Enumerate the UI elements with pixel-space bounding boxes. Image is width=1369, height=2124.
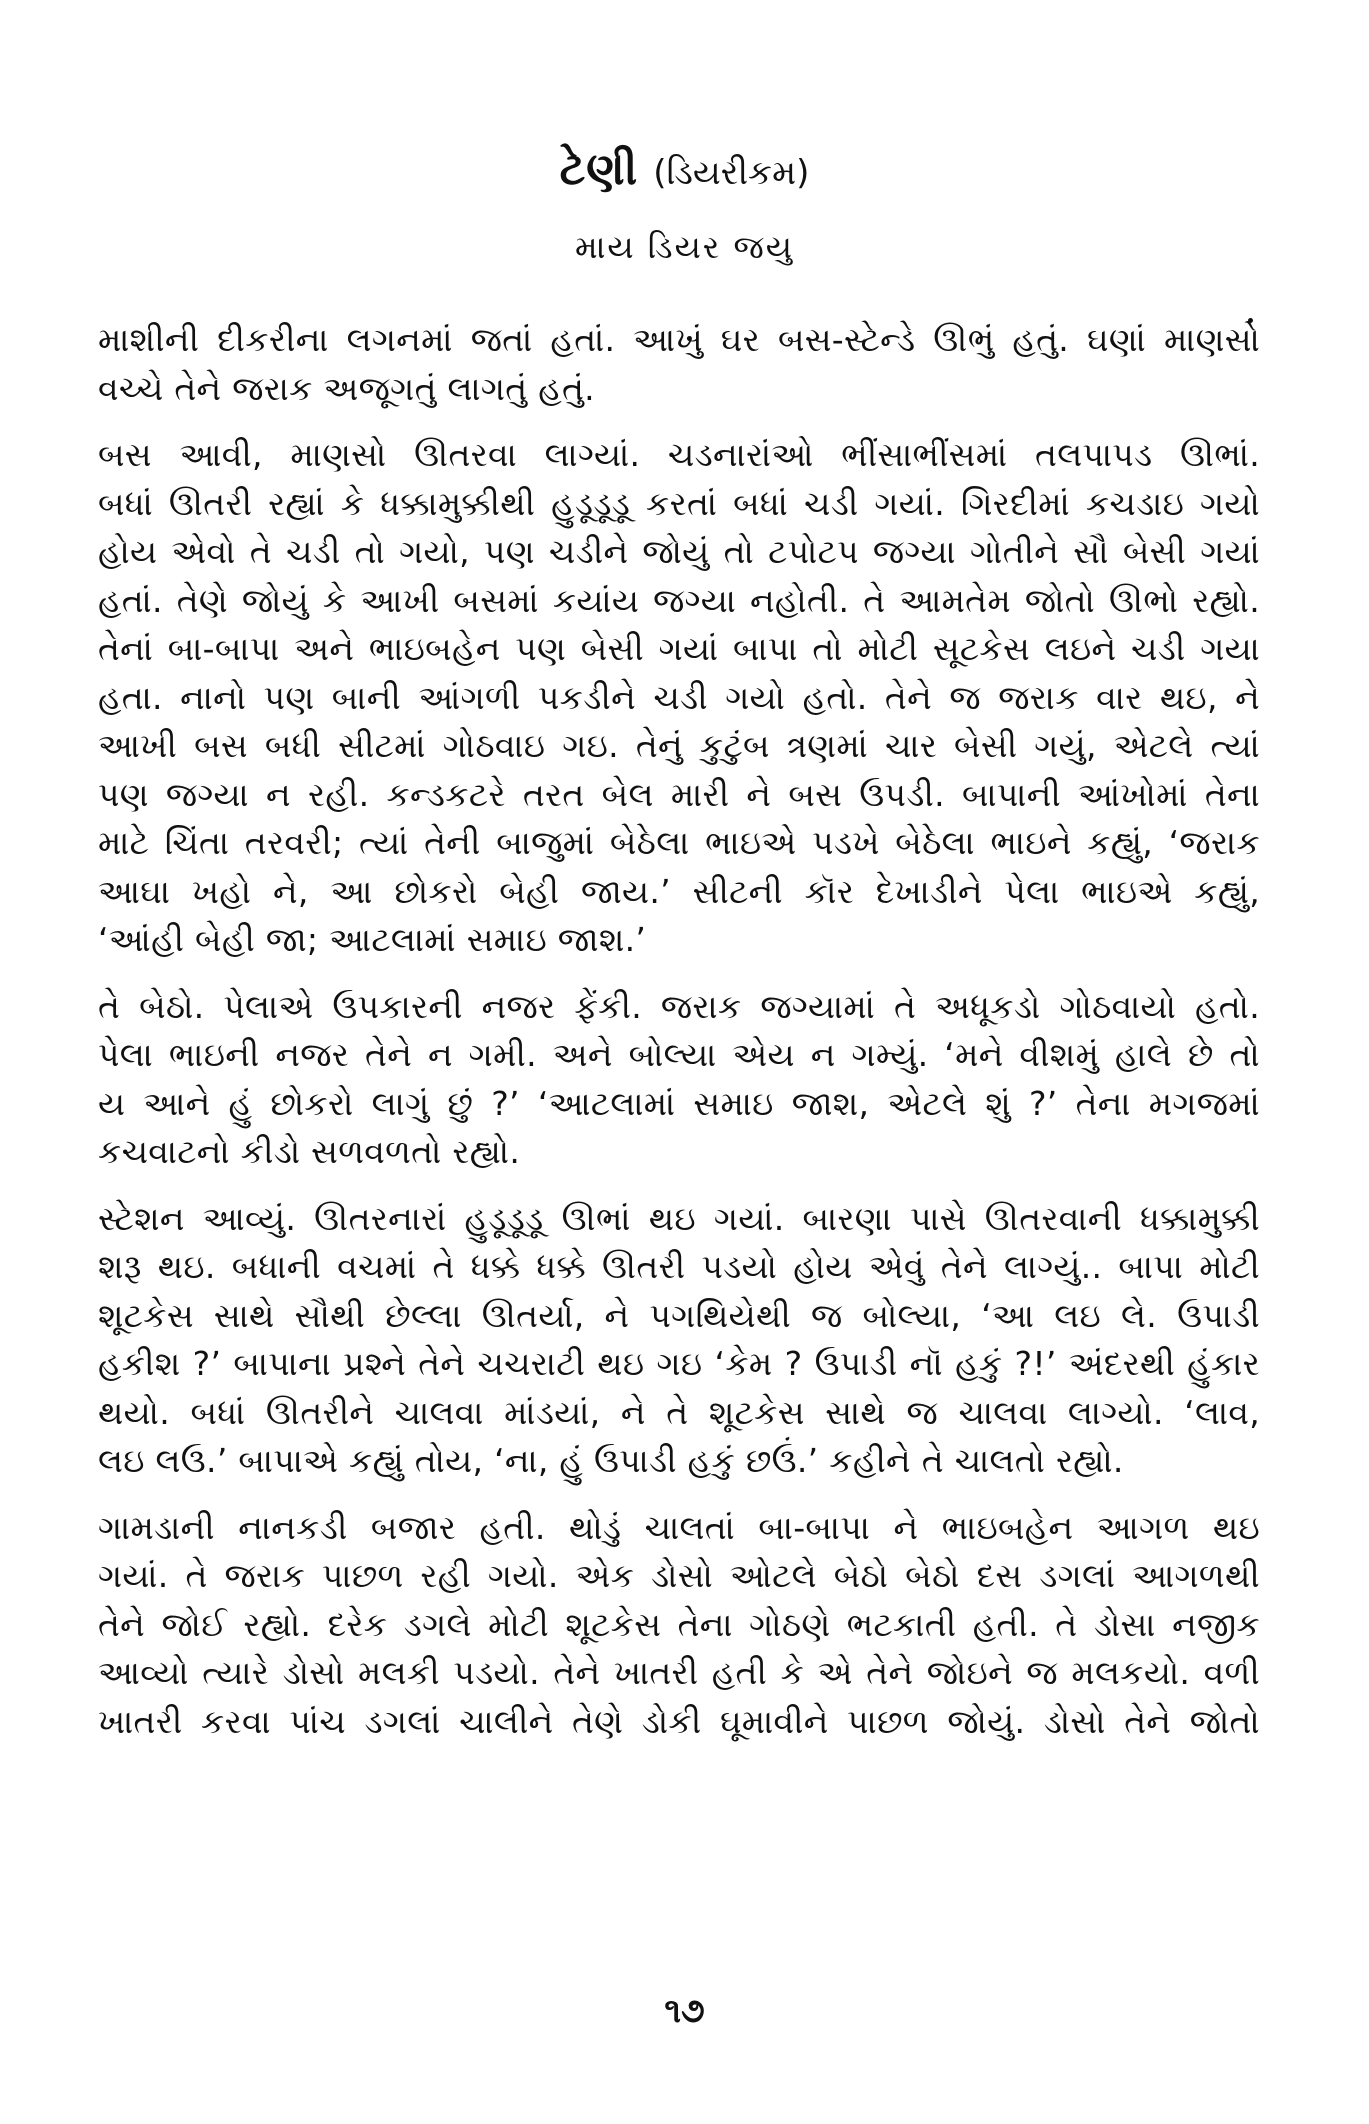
story-title-main: ટેણી <box>559 144 639 195</box>
author-name: માય ડિયર જયુ <box>574 228 795 266</box>
text-line: વચ્ચે તેને જરાક અજૂગતું લાગતું હતું. <box>98 368 595 408</box>
text-line: હતાં. તેણે જોયું કે આખી બસમાં કયાંય જગ્યા નહોતી. તે આમતેમ જોતો ઊભો રહ્યો. <box>98 580 1260 620</box>
text-line: શૂટકેસ સાથે સૌથી છેલ્લા ઊતર્યા, ને પગથિયેથી જ બોલ્યા, ‘આ લઇ લે. ઉપાડી <box>98 1295 1260 1335</box>
text-line: પણ જગ્યા ન રહી. કન્ડકટરે તરત બેલ મારી ને બસ ઉપડી. બાપાની આંખોમાં તેના <box>98 774 1260 814</box>
paragraph <box>98 316 1260 413</box>
story-title <box>0 142 1369 207</box>
paragraph <box>98 431 1260 965</box>
story-title-subtitle: (ડિયરીકમ) <box>653 153 810 193</box>
story-body <box>98 316 1260 1764</box>
text-line: થયો. બધાં ઊતરીને ચાલવા માંડયાં, ને તે શૂટકેસ સાથે જ ચાલવા લાગ્યો. ‘લાવ, <box>98 1392 1260 1432</box>
text-line: ય આને હું છોકરો લાગું છું ?’ ‘આટલામાં સમાઇ જાશ, એટલે શું ?’ તેના મગજમાં <box>98 1083 1260 1123</box>
text-line: માટે ચિંતા તરવરી; ત્યાં તેની બાજુમાં બેઠેલા ભાઇએ પડખે બેઠેલા ભાઇને કહ્યું, ‘જરાક <box>98 823 1260 862</box>
text-line: બસ આવી, માણસો ઊતરવા લાગ્યાં. ચડનારાંઓ ભીંસાભીંસમાં તલપાપડ ઊભાં. <box>98 435 1260 474</box>
text-line: માશીની દીકરીના લગનમાં જતાં હતાં. આખું ઘર બસ-સ્ટેન્ડે ઊભું હતું. ઘણાં માણસો <box>98 320 1260 359</box>
text-line: શરૂ થઇ. બધાની વચમાં તે ધક્કે ધક્કે ઊતરી પડયો હોય એવું તેને લાગ્યું.. બાપા મોટી <box>98 1247 1260 1286</box>
text-line: આખી બસ બધી સીટમાં ગોઠવાઇ ગઇ. તેનું કુટુંબ ત્રણમાં ચાર બેસી ગયું, એટલે ત્યાં <box>98 726 1260 765</box>
page-number: ૧૭ <box>664 1991 705 2031</box>
text-line: હતા. નાનો પણ બાની આંગળી પકડીને ચડી ગયો હતો. તેને જ જરાક વાર થઇ, ને <box>98 677 1260 717</box>
text-line: હોય એવો તે ચડી તો ગયો, પણ ચડીને જોયું તો ટપોટપ જગ્યા ગોતીને સૌ બેસી ગયાં <box>98 532 1260 571</box>
text-line: તે બેઠો. પેલાએ ઉપકારની નજર ફેંકી. જરાક જગ્યામાં તે અધૂકડો ગોઠવાયો હતો. <box>98 986 1260 1026</box>
text-line: ‘આંહી બેહી જા; આટલામાં સમાઇ જાશ.’ <box>98 920 647 959</box>
text-line: લઇ લઉ.’ બાપાએ કહ્યું તોય, ‘ના, હું ઉપાડી હકું છઉં.’ કહીને તે ચાલતો રહ્યો. <box>98 1441 1124 1480</box>
text-line: તેને જોઈ રહ્યો. દરેક ડગલે મોટી શૂટકેસ તેના ગોઠણે ભટકાતી હતી. તે ડોસા નજીક <box>98 1604 1260 1644</box>
paragraph <box>98 1195 1260 1486</box>
text-line: સ્ટેશન આવ્યું. ઊતરનારાં હુડૂડૂડૂ ઊભાં થઇ ગયાં. બારણા પાસે ઊતરવાની ધક્કામુક્કી <box>98 1198 1260 1238</box>
paragraph <box>98 983 1260 1177</box>
text-line: હકીશ ?’ બાપાના પ્રશ્ને તેને ચચરાટી થઇ ગઇ ‘કેમ ? ઉપાડી નૉ હકું ?!’ અંદરથી હુંકાર <box>98 1344 1260 1383</box>
text-line: આવ્યો ત્યારે ડોસો મલકી પડયો. તેને ખાતરી હતી કે એ તેને જોઇને જ મલકયો. વળી <box>98 1653 1260 1692</box>
text-line: કચવાટનો કીડો સળવળતો રહ્યો. <box>98 1132 521 1171</box>
text-line: બધાં ઊતરી રહ્યાં કે ધક્કામુક્કીથી હુડૂડૂડૂ કરતાં બધાં ચડી ગયાં. ગિરદીમાં કચડાઇ ગયો <box>98 483 1260 523</box>
text-line: તેનાં બા-બાપા અને ભાઇબહેન પણ બેસી ગયાં બાપા તો મોટી સૂટકેસ લઇને ચડી ગયા <box>98 629 1260 668</box>
text-line: પેલા ભાઇની નજર તેને ન ગમી. અને બોલ્યા એય ન ગમ્યું. ‘મને વીશમું હાલે છે તો <box>98 1035 1260 1074</box>
text-line: ખાતરી કરવા પાંચ ડગલાં ચાલીને તેણે ડોકી ઘૂમાવીને પાછળ જોયું. ડોસો તેને જોતો <box>98 1701 1260 1741</box>
text-line: ગયાં. તે જરાક પાછળ રહી ગયો. એક ડોસો ઓટલે બેઠો બેઠો દસ ડગલાં આગળથી <box>98 1556 1260 1595</box>
text-line: આઘા ખહો ને, આ છોકરો બેહી જાય.’ સીટની કૉર દેખાડીને પેલા ભાઇએ કહ્યું, <box>98 871 1260 911</box>
text-line: ગામડાની નાનકડી બજાર હતી. થોડું ચાલતાં બા-બાપા ને ભાઇબહેન આગળ થઇ <box>98 1507 1260 1547</box>
paragraph <box>98 1504 1260 1747</box>
